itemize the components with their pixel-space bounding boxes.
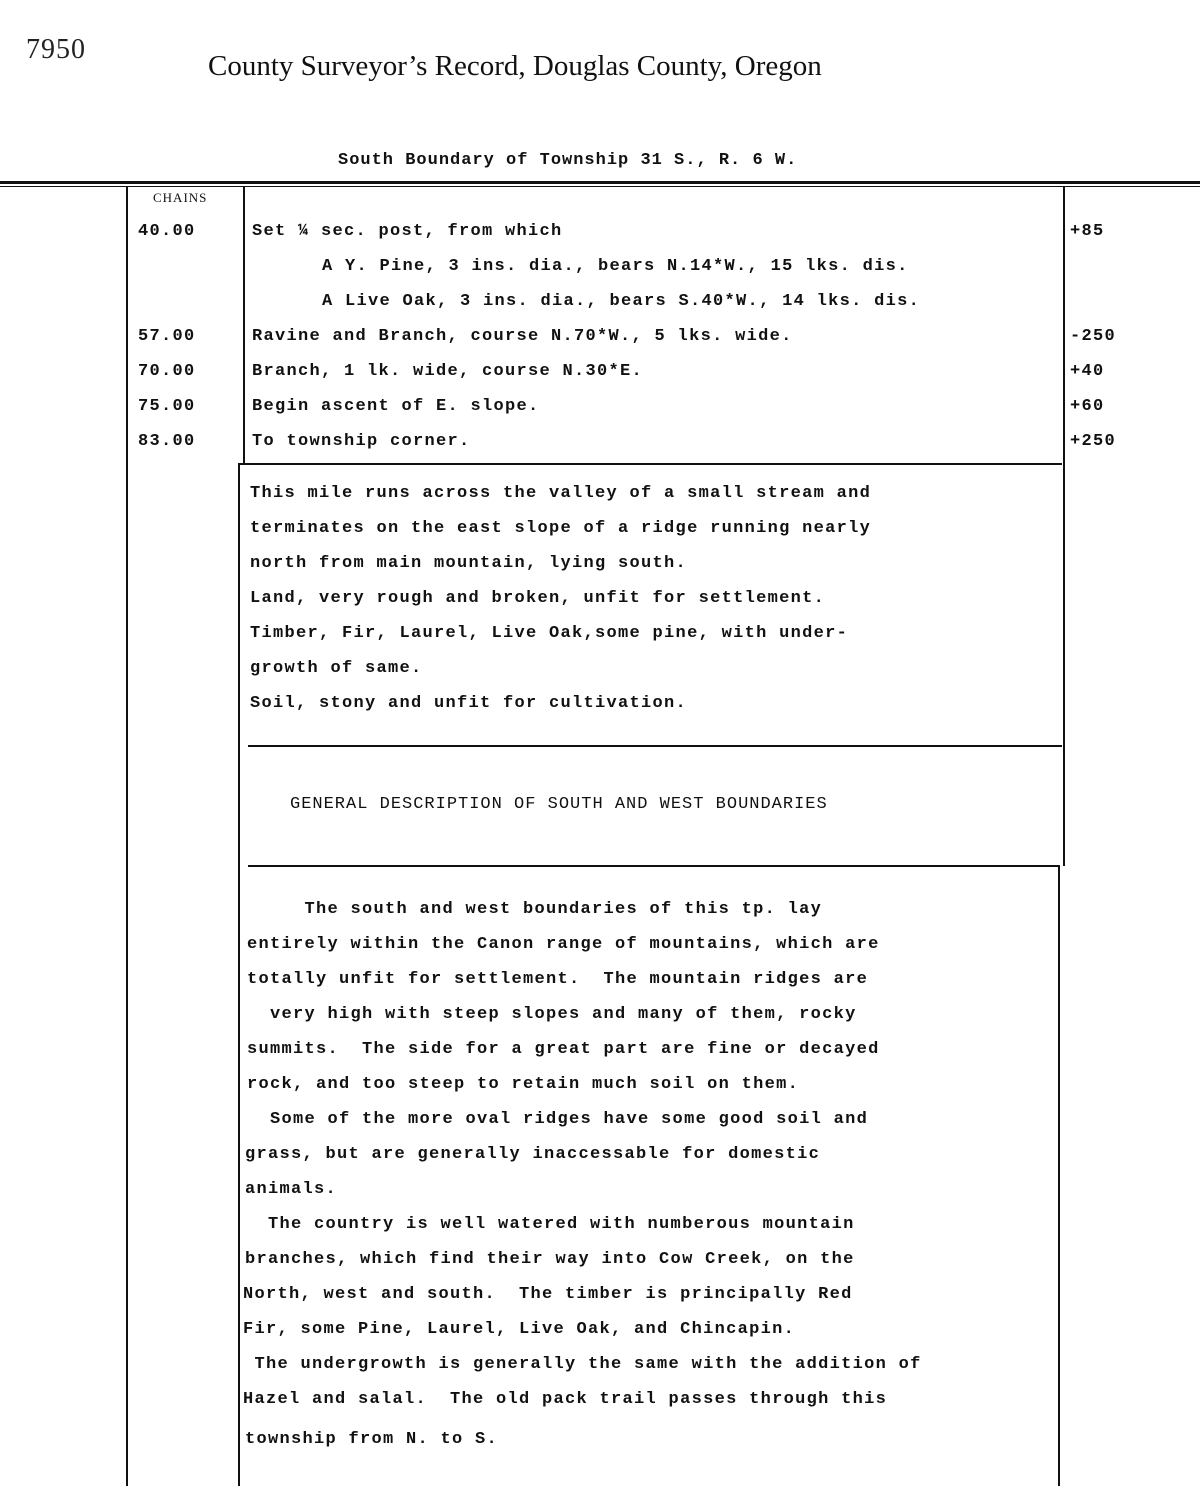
heading-end-rule [248,865,1060,867]
description-line: Soil, stony and unfit for cultivation. [250,694,688,713]
chain-value: 83.00 [138,432,196,451]
chains-column-line-lower [238,464,240,1486]
elevation-value: +40 [1070,362,1105,381]
row-description: To township corner. [252,432,471,451]
row-description: Begin ascent of E. slope. [252,397,540,416]
table-end-rule [238,463,1062,465]
general-description-heading: GENERAL DESCRIPTION OF SOUTH AND WEST BOUNDARIES [290,795,828,814]
description-line: Hazel and salal. The old pack trail passes through this [243,1390,888,1409]
description-line: totally unfit for settlement. The mountain ridges are [247,970,869,989]
elevation-value: +250 [1070,432,1117,451]
description-line: growth of same. [250,659,423,678]
description-line: This mile runs across the valley of a small stream and [250,484,872,503]
chains-column-line-upper [243,186,245,464]
chain-value: 40.00 [138,222,196,241]
elevation-column-line-lower [1058,866,1060,1486]
elevation-value: +85 [1070,222,1105,241]
description-line: The undergrowth is generally the same with the addition of [243,1355,922,1374]
chain-value: 75.00 [138,397,196,416]
description-line: terminates on the east slope of a ridge running nearly [250,519,872,538]
description-line: grass, but are generally inaccessable for domestic [245,1145,821,1164]
elevation-value: -250 [1070,327,1117,346]
description-end-rule [248,745,1062,747]
section-heading: South Boundary of Township 31 S., R. 6 W. [338,151,798,170]
page-number: 7950 [26,34,86,65]
description-line: animals. [245,1180,338,1199]
description-line: The country is well watered with numberous mountain [245,1215,855,1234]
row-description: A Y. Pine, 3 ins. dia., bears N.14*W., 15 lks. dis. [322,257,909,276]
description-line: branches, which find their way into Cow Creek, on the [245,1250,855,1269]
chain-value: 57.00 [138,327,196,346]
description-line: entirely within the Canon range of mountains, which are [247,935,880,954]
description-line: north from main mountain, lying south. [250,554,688,573]
description-line: Fir, some Pine, Laurel, Live Oak, and Chincapin. [243,1320,796,1339]
chains-column-header: CHAINS [153,190,208,205]
row-description: A Live Oak, 3 ins. dia., bears S.40*W., 14 lks. dis. [322,292,921,311]
top-rule [0,181,1200,184]
elevation-value: +60 [1070,397,1105,416]
description-line: The south and west boundaries of this tp. lay [247,900,823,919]
description-line: Timber, Fir, Laurel, Live Oak,some pine, with under- [250,624,849,643]
description-line: Land, very rough and broken, unfit for settlement. [250,589,826,608]
description-line: summits. The side for a great part are fine or decayed [247,1040,880,1059]
page-title: County Surveyor’s Record, Douglas County, Oregon [208,50,822,82]
description-line: very high with steep slopes and many of them, rocky [247,1005,857,1024]
description-line: Some of the more oval ridges have some good soil and [247,1110,869,1129]
description-line: North, west and south. The timber is principally Red [243,1285,853,1304]
top-rule-thin [0,186,1200,187]
row-description: Branch, 1 lk. wide, course N.30*E. [252,362,644,381]
row-description: Set ¼ sec. post, from which [252,222,563,241]
chain-value: 70.00 [138,362,196,381]
description-line: rock, and too steep to retain much soil on them. [247,1075,800,1094]
elevation-column-line [1063,186,1065,866]
left-margin-line [126,186,128,1486]
row-description: Ravine and Branch, course N.70*W., 5 lks. wide. [252,327,793,346]
description-line: township from N. to S. [245,1430,499,1449]
